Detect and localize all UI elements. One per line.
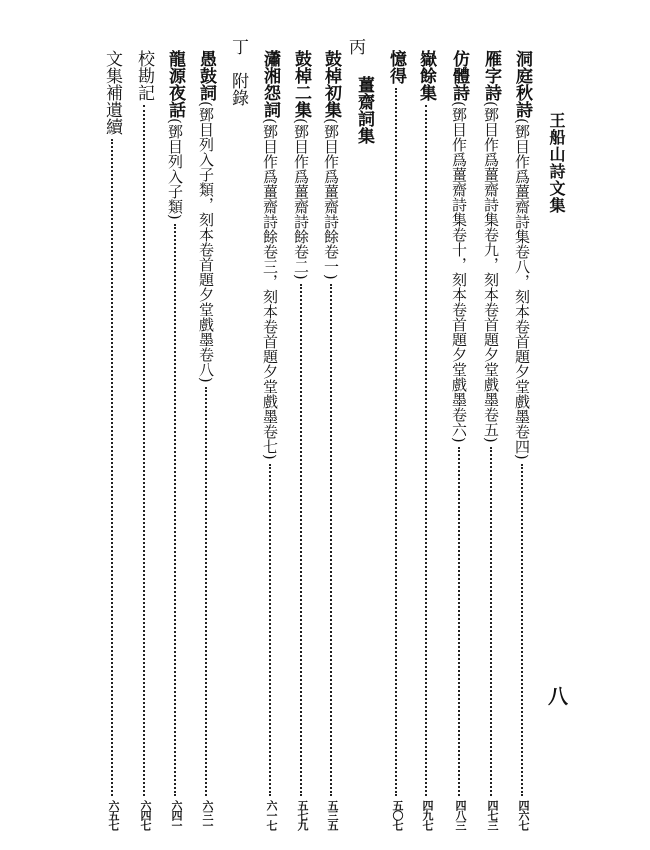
toc-entry[interactable] [288, 50, 314, 830]
toc-entry[interactable] [446, 50, 472, 830]
entry-page: 五〇七 [391, 800, 404, 830]
toc-entry[interactable] [257, 50, 283, 830]
section-marker-bing: 丙 [345, 38, 365, 55]
dot-leader [425, 105, 427, 796]
entry-title: 洞庭秋詩 [512, 50, 532, 118]
toc-entry[interactable] [383, 50, 409, 830]
entry-note: (鄧目作爲薑齋詩集卷八，刻本卷首題夕堂戲墨卷四) [513, 118, 531, 460]
entry-title: 鼓棹二集 [291, 50, 311, 118]
running-header: 王船山詩文集 [547, 112, 566, 214]
section-marker-ding: 丁 [228, 38, 248, 55]
dot-leader [458, 447, 460, 796]
dot-leader [300, 284, 302, 796]
dot-leader [395, 88, 397, 796]
entry-title: 憶得 [386, 50, 406, 84]
page-number: 八 [548, 684, 568, 708]
dot-leader [205, 387, 207, 796]
entry-page: 五七九 [296, 800, 309, 830]
dot-leader [269, 464, 271, 796]
entry-page: 六三一 [201, 800, 214, 830]
entry-note: (鄧目列入子類，刻本卷首題夕堂戲墨卷八) [197, 101, 215, 383]
entry-title: 校勘記 [134, 50, 154, 101]
dot-leader [490, 447, 492, 796]
entry-title: 文集補遺續 [102, 50, 122, 135]
toc-entry[interactable] [131, 50, 157, 830]
entry-page: 六五七 [107, 800, 120, 830]
section-title-appendix: 附錄 [228, 72, 248, 106]
toc-entry[interactable] [318, 50, 344, 830]
entry-note: (鄧目作爲薑齋詩餘卷一) [322, 118, 340, 280]
dot-leader [330, 284, 332, 796]
entry-note: (鄧目作爲薑齋詩集卷九，刻本卷首題夕堂戲墨卷五) [482, 101, 500, 443]
entry-note: (鄧目列入子類) [166, 118, 184, 220]
entry-page: 五三五 [326, 800, 339, 830]
entry-title: 愚鼓詞 [196, 50, 216, 101]
toc-entry[interactable] [193, 50, 219, 830]
dot-leader [143, 105, 145, 796]
toc-entry[interactable] [162, 50, 188, 830]
entry-page: 四九七 [421, 800, 434, 830]
dot-leader [521, 464, 523, 796]
section-title-jiangzhai-ci: 薑齋詞集 [354, 76, 374, 144]
dot-leader [111, 139, 113, 796]
entry-page: 六一七 [265, 800, 278, 830]
entry-note: (鄧目作爲薑齋詩餘卷三，刻本卷首題夕堂戲墨卷七) [261, 118, 279, 460]
entry-title: 龍源夜話 [165, 50, 185, 118]
toc-entry[interactable] [413, 50, 439, 830]
entry-page: 六四七 [139, 800, 152, 830]
entry-page: 四七三 [486, 800, 499, 830]
entry-page: 六四一 [170, 800, 183, 830]
entry-title: 瀟湘怨詞 [260, 50, 280, 118]
entry-title: 嶽餘集 [416, 50, 436, 101]
entry-page: 四八三 [454, 800, 467, 830]
toc-entry[interactable] [478, 50, 504, 830]
entry-title: 仿體詩 [449, 50, 469, 101]
entry-title: 鼓棹初集 [321, 50, 341, 118]
entry-note: (鄧目作爲薑齋詩集卷十，刻本卷首題夕堂戲墨卷六) [450, 101, 468, 443]
toc-entry[interactable] [99, 50, 125, 830]
entry-page: 四六七 [517, 800, 530, 830]
dot-leader [174, 224, 176, 796]
entry-note: (鄧目作爲薑齋詩餘卷二) [292, 118, 310, 280]
entry-title: 雁字詩 [481, 50, 501, 101]
toc-entry[interactable] [509, 50, 535, 830]
